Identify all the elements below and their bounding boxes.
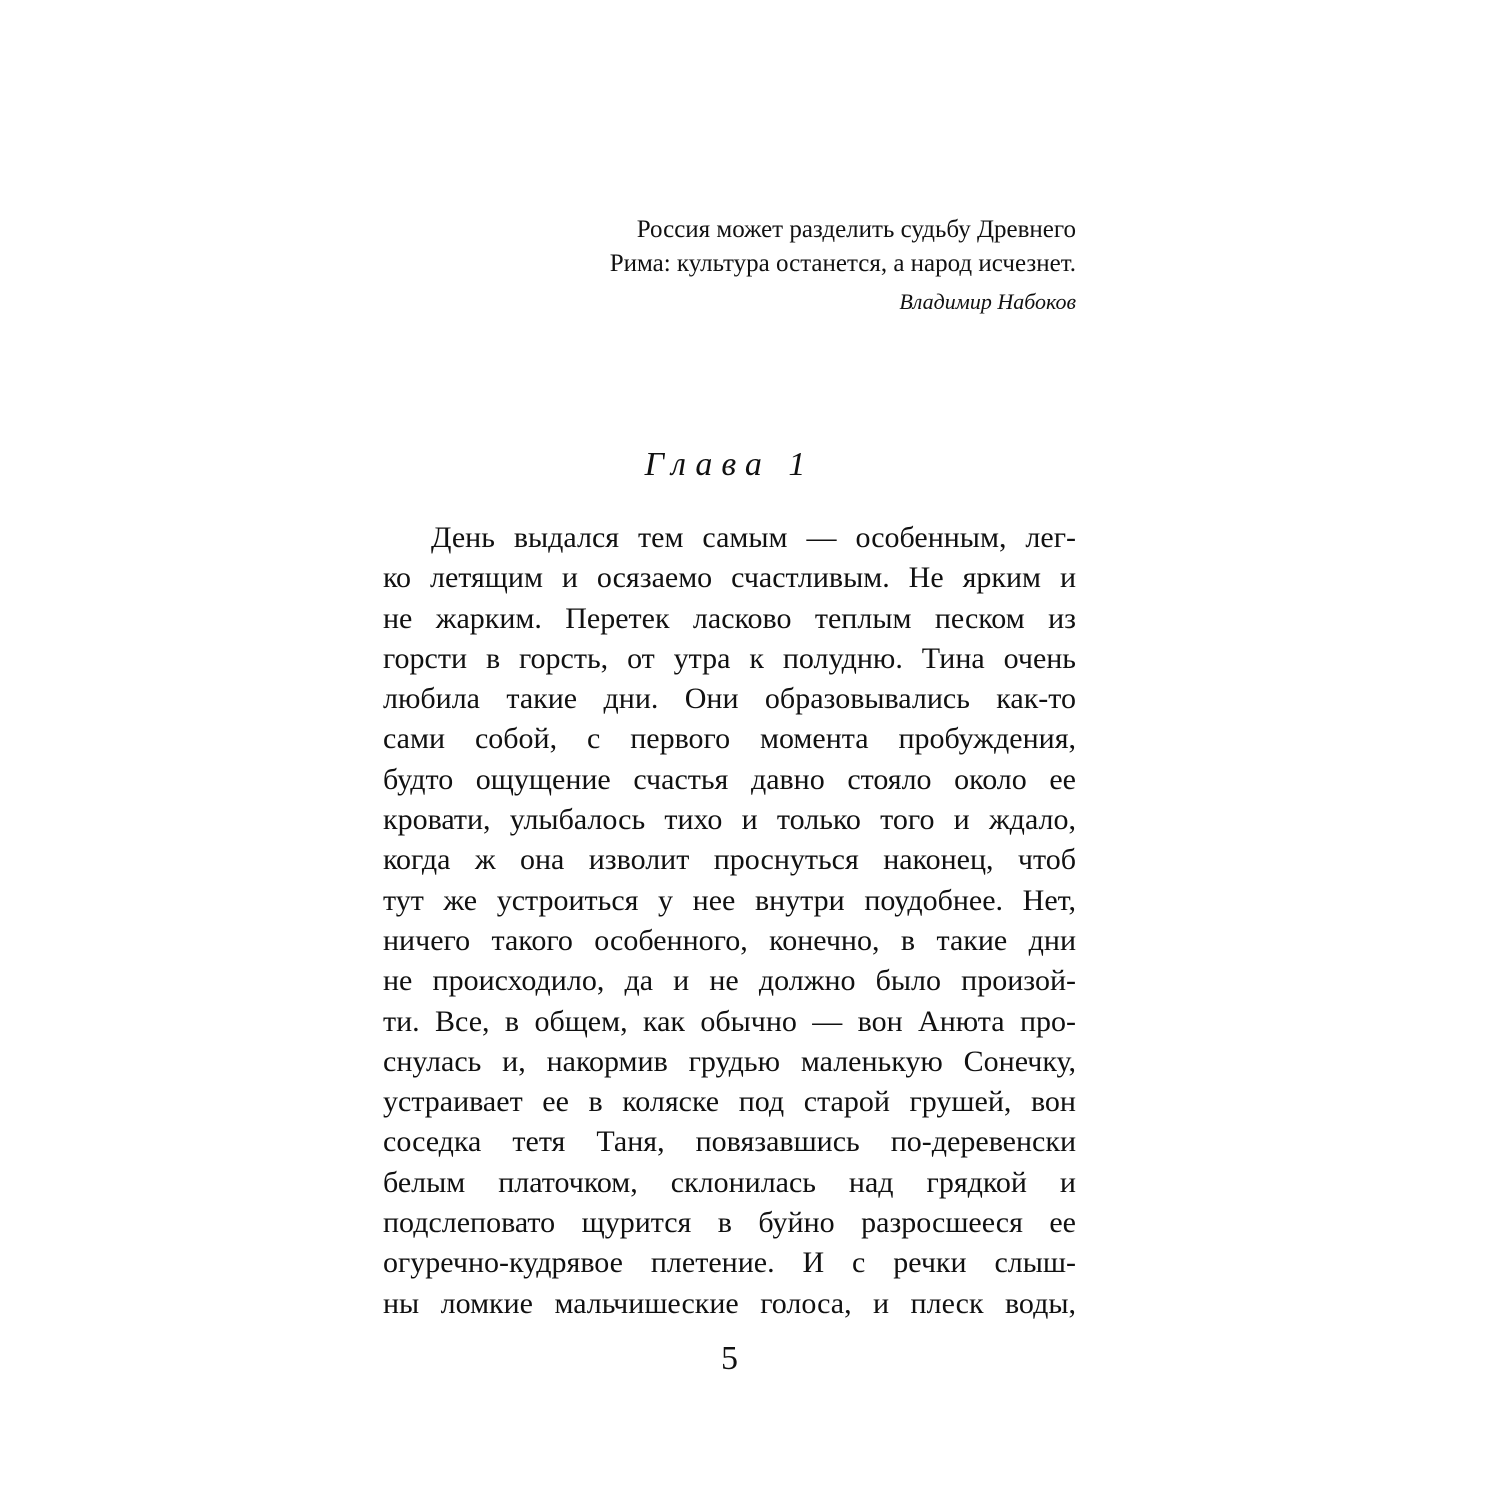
epigraph-author: Владимир Набоков bbox=[899, 289, 1076, 314]
text-line: сами собой, с первого момента пробуждения, bbox=[383, 722, 1076, 756]
text-line: горсти в горсть, от утра к полудню. Тина очень bbox=[383, 641, 1076, 675]
chapter-title: Глава 1 bbox=[644, 446, 815, 483]
text-line: будто ощущение счастья давно стояло около ее bbox=[383, 762, 1076, 796]
text-line: огуречно-кудрявое плетение. И с речки слыш- bbox=[383, 1246, 1076, 1280]
text-line: тут же устроиться у нее внутри поудобнее. Нет, bbox=[383, 883, 1076, 917]
text-line: ничего такого особенного, конечно, в такие дни bbox=[383, 923, 1076, 957]
text-line: белым платочком, склонилась над грядкой и bbox=[383, 1165, 1076, 1199]
epigraph-line: Рима: культура останется, а народ исчезнет. bbox=[609, 250, 1076, 277]
body-text bbox=[383, 518, 1076, 1324]
text-line: ны ломкие мальчишеские голоса, и плеск воды, bbox=[383, 1286, 1076, 1320]
text-line: устраивает ее в коляске под старой грушей, вон bbox=[383, 1085, 1076, 1119]
page-number: 5 bbox=[721, 1340, 738, 1377]
text-line: подслеповато щурится в буйно разросшееся ее bbox=[383, 1206, 1076, 1240]
text-line: снулась и, накормив грудью маленькую Сонечку, bbox=[383, 1044, 1076, 1078]
text-line: ти. Все, в общем, как обычно — вон Анюта про- bbox=[383, 1004, 1076, 1038]
text-line: не жарким. Перетек ласково теплым песком из bbox=[383, 601, 1076, 635]
text-line: кровати, улыбалось тихо и только того и ждало, bbox=[383, 803, 1076, 837]
text-line: День выдался тем самым — особенным, лег- bbox=[431, 521, 1076, 554]
epigraph-line: Россия может разделить судьбу Древнего bbox=[636, 216, 1076, 243]
text-line: когда ж она изволит проснуться наконец, чтоб bbox=[383, 843, 1076, 877]
text-line: не происходило, да и не должно было произой- bbox=[383, 964, 1076, 998]
text-line: любила такие дни. Они образовывались как-то bbox=[383, 682, 1076, 716]
epigraph bbox=[376, 213, 1076, 317]
text-line: ко летящим и осязаемо счастливым. Не ярким и bbox=[383, 561, 1076, 595]
text-line: соседка тетя Таня, повязавшись по-деревенски bbox=[383, 1125, 1076, 1159]
